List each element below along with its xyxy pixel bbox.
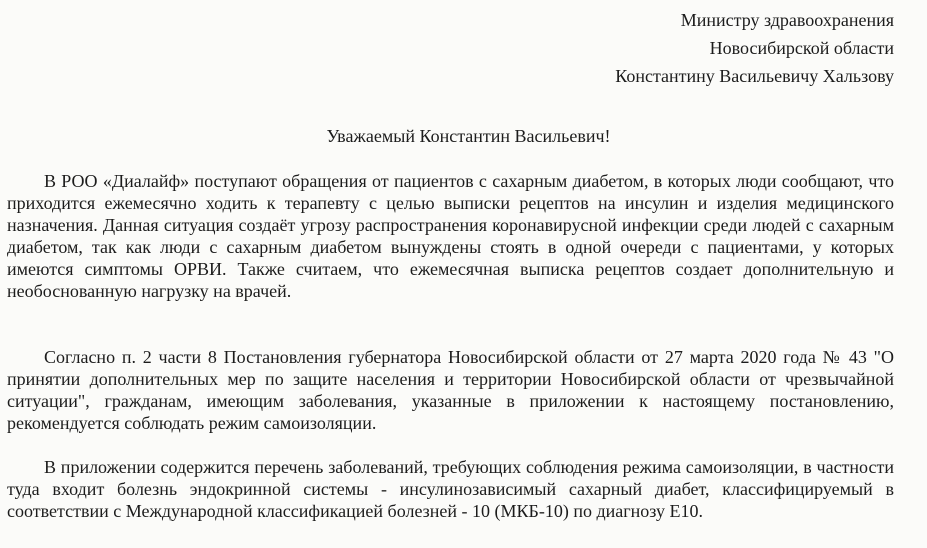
addressee-block <box>615 6 894 90</box>
paragraph-1: В РОО «Диалайф» поступают обращения от пациентов с сахарным диабетом, в которых люди сообщают, что приходится ежемесячно ходить к терапевту с целью выписки рецептов на инсулин и изделия медицинского назначения. Данная ситуация создаёт угрозу распространения коронавирусной инфекции среди людей с сахарным диабетом, так как люди с сахарным диабетом вынуждены стоять в одной очереди с пациентами, у которых имеются симптомы ОРВИ. Также считаем, что ежемесячная выписка рецептов создает дополнительную и необоснованную нагрузку на врачей. <box>7 171 894 301</box>
addressee-line-1: Министру здравоохранения <box>680 10 894 30</box>
paragraph-2: Согласно п. 2 части 8 Постановления губернатора Новосибирской области от 27 марта 2020 года № 43 "О принятии дополнительных мер по защите населения и территории Новосибирской области от чрезвычайной ситуации", гражданам, имеющим заболевания, указанные в приложении к настоящему постановлению, рекомендуется соблюдать режим самоизоляции. <box>7 347 894 433</box>
salutation: Уважаемый Константин Васильевич! <box>326 126 611 146</box>
paragraph-3: В приложении содержится перечень заболеваний, требующих соблюдения режима самоизоляции, в частности туда входит болезнь эндокринной системы - инсулинозависимый сахарный диабет, классифицируемый в соответствии с Международной классификацией болезней - 10 (МКБ-10) по диагнозу Е10. <box>7 457 894 521</box>
addressee-line-3: Константину Васильевичу Хальзову <box>615 66 894 86</box>
addressee-line-2: Новосибирской области <box>709 38 894 58</box>
